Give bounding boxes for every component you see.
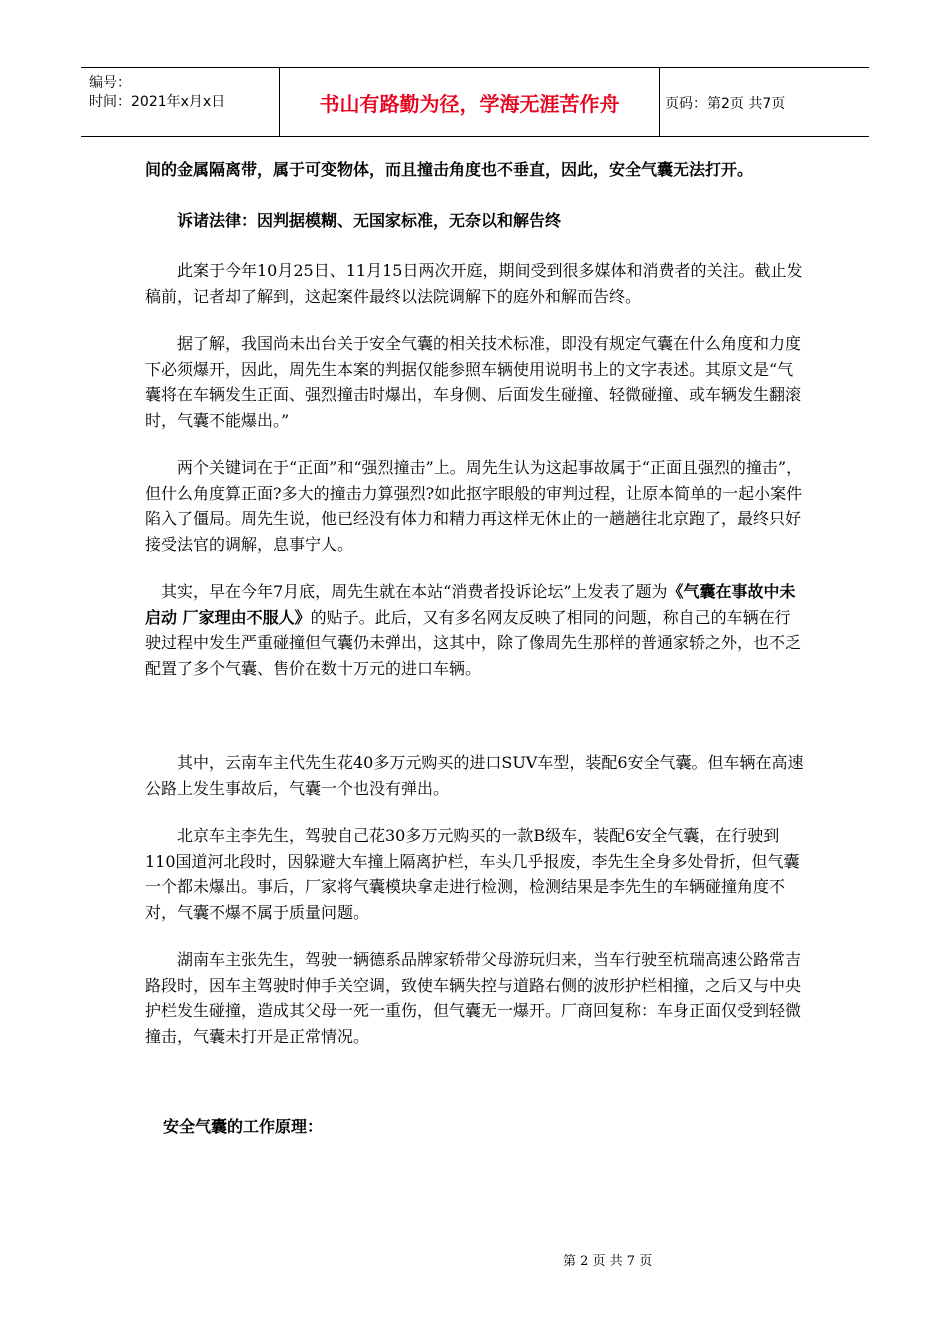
document-body [145, 157, 805, 1140]
paragraph-standards: 据了解，我国尚未出台关于安全气囊的相关技术标准，即没有规定气囊在什么角度和力度下必须爆开，因此，周先生本案的判据仅能参照车辆使用说明书上的文字表述。其原文是“气囊将在车辆发生正面、强烈撞击时爆出，车身侧、后面发生碰撞、轻微碰撞、或车辆发生翻滚时，气囊不能爆出。” [145, 334, 802, 430]
paragraph-continued: 间的金属隔离带，属于可变物体，而且撞击角度也不垂直，因此，安全气囊无法打开。 [145, 160, 754, 179]
page-header [81, 67, 869, 137]
paragraph-forum-post [145, 579, 805, 681]
paragraph-beijing-case: 北京车主李先生，驾驶自己花30多万元购买的一款B级车，装配6安全气囊，在行驶到110国道河北段时，因躲避大车撞上隔离护栏，车头几乎报废，李先生全身多处骨折，但气囊一个都未爆出。事后，厂家将气囊模块拿走进行检测，检测结果是李先生的车辆碰撞角度不对，气囊不爆不属于质量问题。 [145, 826, 800, 922]
section-heading-principle: 安全气囊的工作原理： [163, 1117, 324, 1136]
header-motto: 书山有路勤为径，学海无涯苦作舟 [280, 68, 660, 136]
paragraph-court: 此案于今年10月25日、11月15日两次开庭，期间受到很多媒体和消费者的关注。截止发稿前，记者却了解到，这起案件最终以法院调解下的庭外和解而告终。 [145, 261, 803, 306]
page-footer: 第 2 页 共 7 页 [563, 1254, 653, 1269]
date-label: 时间：2021年x月x日 [89, 94, 226, 110]
paragraph-hunan-case: 湖南车主张先生，驾驶一辆德系品牌家轿带父母游玩归来，当车行驶至杭瑞高速公路常吉路段时，因车主驾驶时伸手关空调，致使车辆失控与道路右侧的波形护栏相撞，之后又与中央护栏发生碰撞，造成其父母一死一重伤，但气囊无一爆开。厂商回复称：车身正面仅受到轻微撞击，气囊未打开是正常情况。 [145, 950, 802, 1046]
forum-post-rest: 的贴子。此后，又有多名网友反映了相同的问题，称自己的车辆在行驶过程中发生严重碰撞但气囊仍未弹出，这其中，除了像周先生那样的普通家轿之外，也不乏配置了多个气囊、售价在数十万元的进口车辆。 [145, 607, 802, 678]
header-meta-cell [81, 68, 280, 136]
forum-post-title: 《气囊在事故中未启动 厂家理由不服人》 [145, 582, 796, 627]
forum-post-intro: 其实，早在今年7月底，周先生就在本站“消费者投诉论坛”上发表了题为 [161, 582, 668, 601]
serial-number-label: 编号： [89, 75, 131, 91]
section-heading-litigation: 诉诸法律：因判据模糊、无国家标准，无奈以和解告终 [177, 210, 562, 230]
header-page-label: 页码：第2页 共7页 [665, 96, 786, 112]
paragraph-yunnan-case: 其中，云南车主代先生花40多万元购买的进口SUV车型，装配6安全气囊。但车辆在高速公路上发生事故后，气囊一个也没有弹出。 [145, 753, 804, 798]
paragraph-keywords: 两个关键词在于“正面”和“强烈撞击”上。周先生认为这起事故属于“正面且强烈的撞击”，但什么角度算正面?多大的撞击力算强烈?如此抠字眼般的审判过程，让原本简单的一起小案件陷入了僵局。周先生说，他已经没有体力和精力再这样无休止的一趟趟往北京跑了，最终只好接受法官的调解，息事宁人。 [145, 458, 803, 554]
